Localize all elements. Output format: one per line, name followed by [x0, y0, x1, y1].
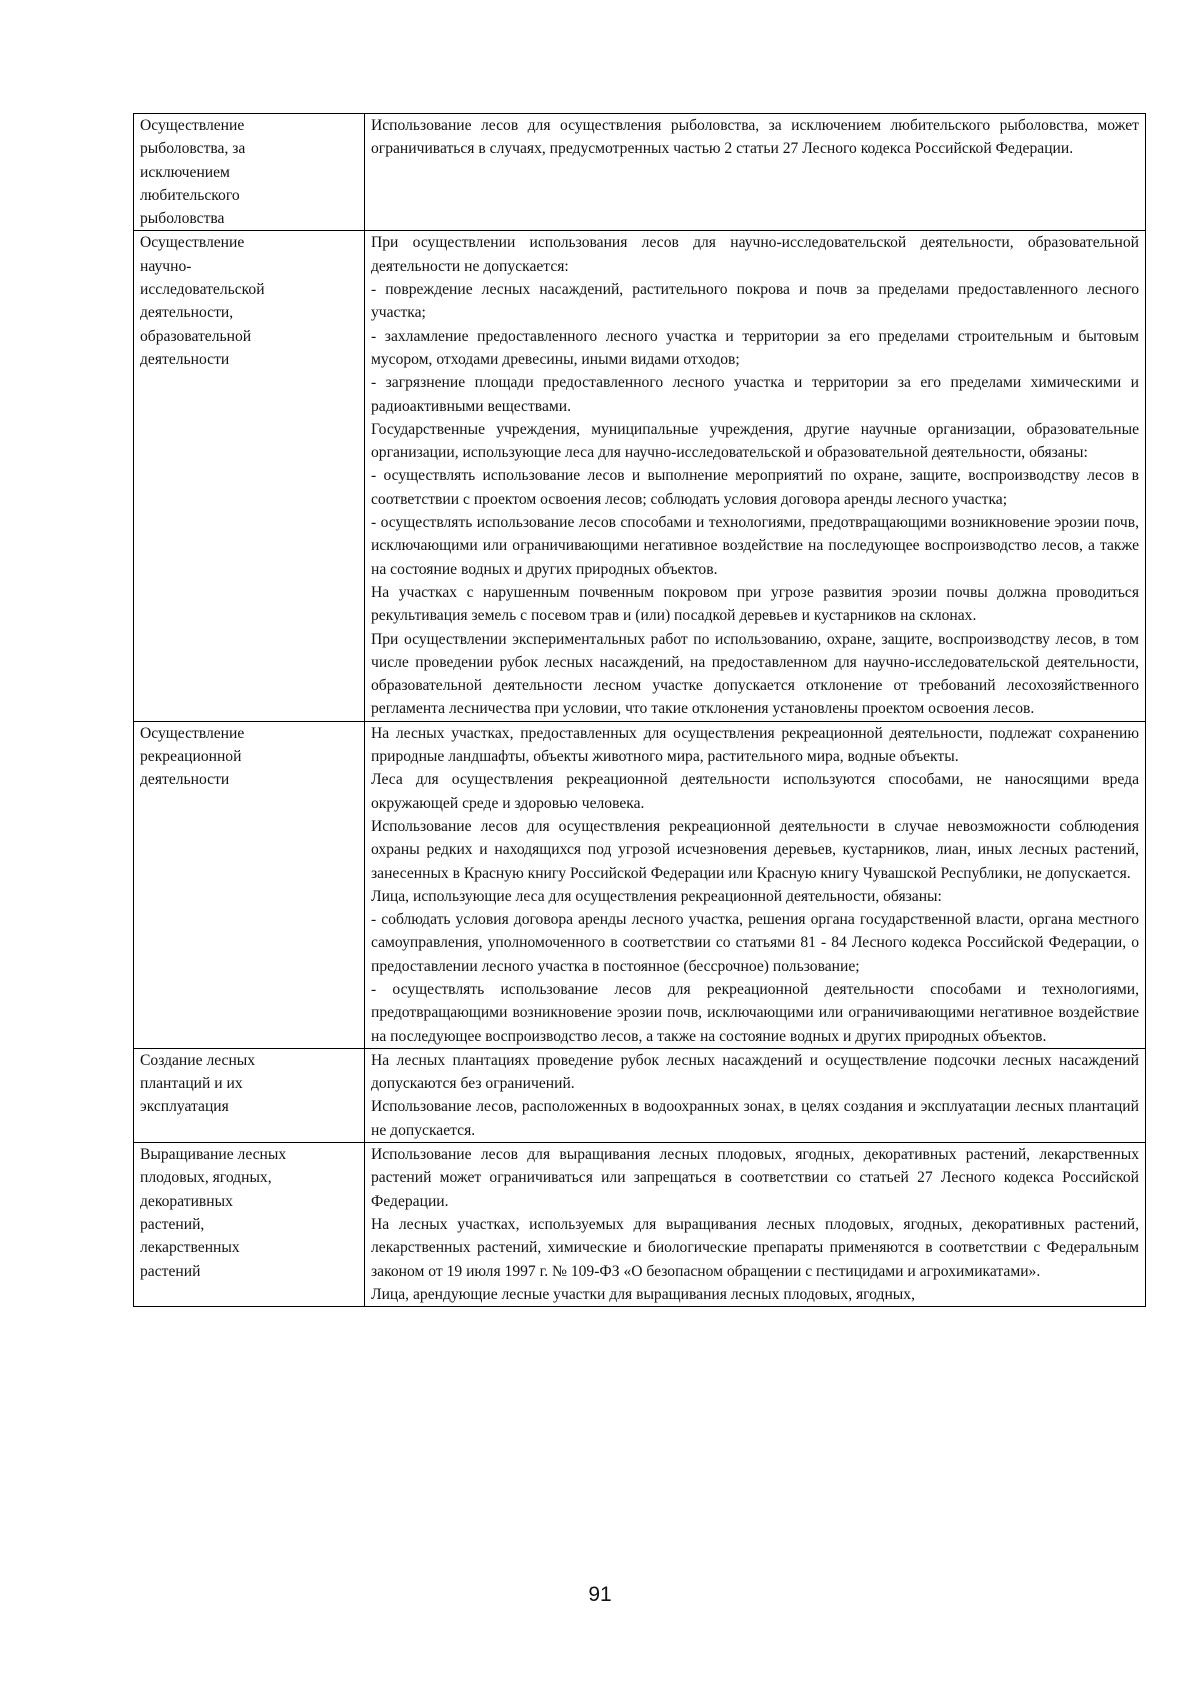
activity-type-line: деятельности,: [140, 304, 234, 322]
restrictions-cell: [365, 721, 1146, 1048]
restriction-paragraph: Использование лесов для выращивания лесных плодовых, ягодных, декоративных растений, лекарственных растений может ограничиваться или запрещаться в соответствии со статьей 27 Лесного кодекса Российской Федерации.: [371, 1146, 1139, 1210]
activity-type-cell: [134, 231, 365, 721]
restriction-paragraph: На лесных участках, используемых для выращивания лесных плодовых, ягодных, декоративных растений, лекарственных растений, химические и биологические препараты применяются в соответствии с Федеральным законом от 19 июля 1997 г. № 109-ФЗ «О безопасном обращении с пестицидами и агрохимикатами».: [371, 1215, 1139, 1280]
restriction-paragraph: - осуществлять использование лесов способами и технологиями, предотвращающими возникновение эрозии почв, исключающими или ограничивающими негативное воздействие на последующее воспроизводство лесов, а также на состояние водных и других природных объектов.: [371, 514, 1139, 578]
activity-type-cell: [134, 1048, 365, 1142]
activity-type-line: деятельности: [140, 771, 230, 789]
restriction-paragraph: - захламление предоставленного лесного участка и территории за его пределами строительным и бытовым мусором, отходами древесины, иными видами отходов;: [371, 327, 1139, 368]
table-row: [134, 114, 1146, 231]
activity-type-line: плантаций и их: [140, 1075, 243, 1093]
activity-type-line: Выращивание лесных: [140, 1146, 287, 1164]
regulation-table: [133, 113, 1146, 1307]
activity-type-line: деятельности: [140, 350, 230, 368]
restriction-paragraph: - соблюдать условия договора аренды лесного участка, решения органа государственной власти, органа местного самоуправления, уполномоченного в соответствии со статьями 81 - 84 Лесного кодекса Российской Федерации, о предоставлении лесного участка в постоянное (бессрочное) пользование;: [371, 911, 1139, 975]
restriction-paragraph: Леса для осуществления рекреационной деятельности используются способами, не наносящими вреда окружающей среде и здоровью человека.: [371, 771, 1139, 812]
activity-type-line: декоративных: [140, 1192, 233, 1210]
restriction-paragraph: На участках с нарушенным почвенным покровом при угрозе развития эрозии почвы должна проводиться рекультивация земель с посевом трав и (или) посадкой деревьев и кустарников на склонах.: [371, 583, 1139, 625]
restriction-paragraph: При осуществлении экспериментальных работ по использованию, охране, защите, воспроизводству лесов, в том числе проведении рубок лесных насаждений, на предоставленном для научно-исследовательской деятельности, образовательной деятельности лесном участке допускается отклонение от требований лесохозяйственного регламента лесничества при условии, что такие отклонения установлены проектом освоения лесов.: [371, 630, 1139, 718]
restrictions-cell: [365, 231, 1146, 721]
activity-type-line: эксплуатация: [140, 1098, 229, 1116]
restriction-paragraph: - загрязнение площади предоставленного лесного участка и территории за его пределами химическими и радиоактивными веществами.: [371, 374, 1139, 415]
restriction-paragraph: - осуществлять использование лесов и выполнение мероприятий по охране, защите, воспроизводству лесов в соответствии с проектом освоения лесов; соблюдать условия договора аренды лесного участка;: [371, 467, 1139, 508]
restriction-paragraph: Использование лесов, расположенных в водоохранных зонах, в целях создания и эксплуатации лесных плантаций не допускается.: [371, 1098, 1139, 1139]
activity-type-line: научно-: [140, 257, 192, 275]
activity-type-line: Осуществление: [140, 234, 245, 252]
activity-type-line: плодовых, ягодных,: [140, 1169, 272, 1187]
table-body: [134, 114, 1146, 1307]
restriction-paragraph: При осуществлении использования лесов для научно-исследовательской деятельности, образовательной деятельности не допускается:: [371, 234, 1139, 275]
activity-type-line: лекарственных: [140, 1239, 240, 1257]
restrictions-cell: [365, 1048, 1146, 1142]
restriction-paragraph: На лесных плантациях проведение рубок лесных насаждений и осуществление подсочки лесных насаждений допускаются без ограничений.: [371, 1051, 1139, 1093]
activity-type-line: Осуществление: [140, 724, 245, 742]
activity-type-line: Создание лесных: [140, 1051, 256, 1069]
restriction-paragraph: - повреждение лесных насаждений, растительного покрова и почв за пределами предоставленного лесного участка;: [371, 281, 1139, 322]
activity-type-cell: [134, 1143, 365, 1307]
restriction-paragraph: Использование лесов для осуществления рекреационной деятельности в случае невозможности соблюдения охраны редких и находящихся под угрозой исчезновения деревьев, кустарников, лиан, иных лесных растений, занесенных в Красную книгу Российской Федерации или Красную книгу Чувашской Республики, не допускается.: [371, 817, 1139, 882]
activity-type-line: рыболовства: [140, 210, 225, 228]
restriction-paragraph: Лица, арендующие лесные участки для выращивания лесных плодовых, ягодных,: [371, 1285, 915, 1303]
restrictions-cell: [365, 114, 1146, 231]
table-row: [134, 231, 1146, 721]
activity-type-line: растений: [140, 1262, 201, 1280]
activity-type-cell: [134, 114, 365, 231]
activity-type-line: образовательной: [140, 327, 252, 345]
activity-type-line: рекреационной: [140, 748, 242, 766]
table-row: [134, 721, 1146, 1048]
restriction-paragraph: Использование лесов для осуществления рыболовства, за исключением любительского рыболовства, может ограничиваться в случаях, предусмотренных частью 2 статьи 27 Лесного кодекса Российской Федерации.: [371, 117, 1139, 158]
restriction-paragraph: Лица, использующие леса для осуществления рекреационной деятельности, обязаны:: [371, 887, 942, 905]
activity-type-line: любительского: [140, 186, 240, 204]
activity-type-line: растений,: [140, 1215, 205, 1233]
activity-type-line: исключением: [140, 163, 230, 181]
table-row: [134, 1048, 1146, 1142]
page-number: 91: [588, 1583, 612, 1606]
table-row: [134, 1143, 1146, 1307]
restriction-paragraph: - осуществлять использование лесов для рекреационной деятельности способами и технологиями, предотвращающими возникновение эрозии почв, исключающими или ограничивающими негативное воздействие на последующее воспроизводство лесов, а также на состояние водных и других природных объектов.: [371, 980, 1139, 1045]
restrictions-cell: [365, 1143, 1146, 1307]
activity-type-line: исследовательской: [140, 281, 265, 299]
restriction-paragraph: Государственные учреждения, муниципальные учреждения, другие научные организации, образовательные организации, использующие леса для научно-исследовательской и образовательной деятельности, обязаны:: [371, 420, 1139, 462]
activity-type-cell: [134, 721, 365, 1048]
activity-type-line: рыболовства, за: [140, 140, 246, 158]
activity-type-line: Осуществление: [140, 117, 245, 134]
restriction-paragraph: На лесных участках, предоставленных для осуществления рекреационной деятельности, подлежат сохранению природные ландшафты, объекты животного мира, растительного мира, водные объекты.: [371, 724, 1139, 766]
